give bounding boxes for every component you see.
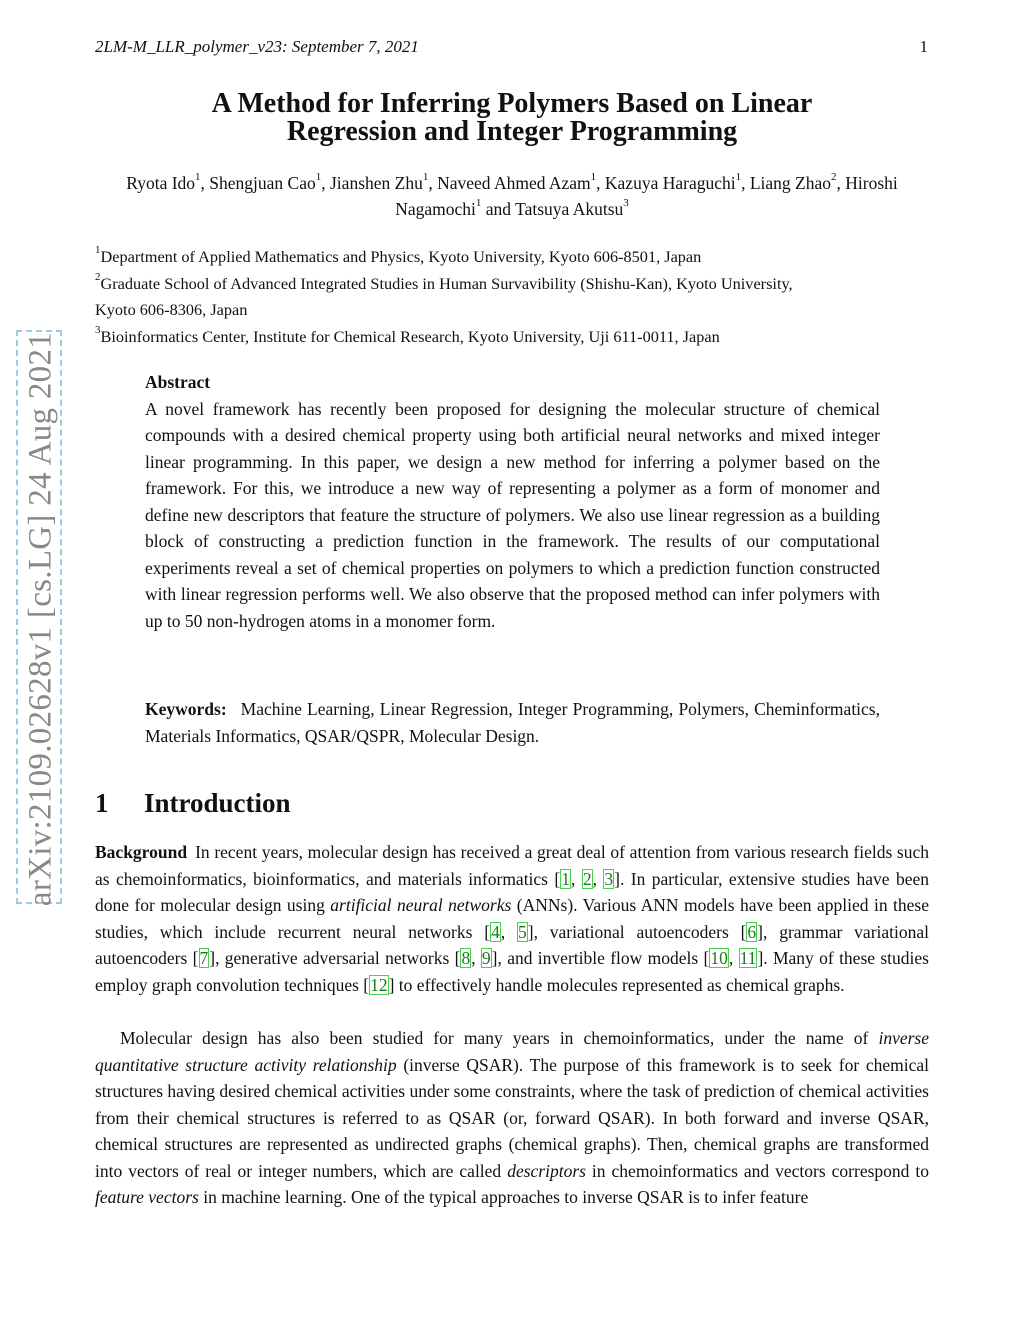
citation-link[interactable]: 10: [710, 948, 728, 968]
paragraph-text: ], grammar variational autoencoders [: [95, 921, 930, 968]
author-name: Kazuya Haraguchi: [604, 173, 736, 193]
citation-link[interactable]: 12: [370, 974, 388, 995]
citation-link[interactable]: 5: [518, 921, 527, 942]
title-line-1: A Method for Inferring Polymers Based on Linear: [211, 88, 813, 119]
affiliation-2-cont: Kyoto 606-8306, Japan: [95, 300, 248, 319]
affiliation-1: [95, 244, 929, 271]
affiliations: [95, 244, 929, 350]
affiliation-text: Department of Applied Mathematics and Physics, Kyoto University, Kyoto 606-8501, Japan: [100, 247, 702, 266]
citation-link[interactable]: 4: [491, 921, 500, 942]
paragraph-text: ] to effectively handle molecules represented as chemical graphs.: [388, 974, 845, 995]
affiliation-number: 3: [95, 323, 101, 336]
abstract: [145, 369, 880, 634]
author-affiliation-mark: 3: [623, 196, 629, 209]
author-name: Naveed Ahmed Azam: [437, 173, 591, 193]
keywords-label: Keywords:: [145, 699, 227, 719]
citation-link[interactable]: 8: [461, 948, 471, 968]
citation-link[interactable]: 3: [604, 868, 614, 889]
paragraph-text: in chemoinformatics and vectors correspond to: [585, 1160, 930, 1181]
intro-paragraph-2: [95, 1025, 929, 1211]
emphasis-text: artificial neural networks: [330, 895, 512, 915]
paragraph-text: ], generative adversarial networks [: [209, 948, 461, 968]
paper-title: [95, 90, 929, 146]
paragraph-text: ]. In particular, extensive studies have been done for molecular design using: [95, 868, 929, 915]
author-affiliation-mark: 2: [831, 170, 837, 183]
author-name: Tatsuya Akutsu: [515, 199, 624, 219]
author-name: Hiroshi Nagamochi: [395, 173, 898, 219]
paragraph-text: (inverse QSAR). The purpose of this framework is to seek for chemical structures having desired chemical activities under some constraints, where the task of prediction of chemical activities from their chemical structures is referred to as QSAR (or, forward QSAR). In both forward and inverse QSAR, chemical structures are represented as undirected graphs (chemical graphs). Then, chemical graphs are transformed into vectors of real or integer numbers, which are called: [95, 1054, 929, 1181]
section-heading: [95, 783, 291, 823]
affiliation-2: [95, 271, 929, 298]
citation-link[interactable]: 2: [582, 868, 592, 889]
author-list: Ryota Ido$^1$, Shengjuan Cao$^1$, Jianshen Zhu$^1$, Naveed Ahmed Azam$^1$, Kazuya Haraguchi$^1$, Liang Zhao$^2$, Hiroshi Nagamochi$^1$ and Tatsuya Akutsu$^3$: [126, 170, 898, 219]
citation-link[interactable]: 1: [561, 868, 571, 889]
citation-link[interactable]: 7: [199, 948, 209, 968]
citation-link[interactable]: 9: [481, 948, 491, 968]
affiliation-number: 2: [95, 270, 101, 283]
keywords: [145, 696, 880, 749]
author-name: Ryota Ido: [126, 173, 196, 193]
author-affiliation-mark: 1: [475, 196, 482, 209]
paragraph-lead: Background: [95, 842, 188, 862]
citation-link[interactable]: 11: [739, 948, 757, 968]
abstract-text: A novel framework has recently been proposed for designing the molecular structure of chemical compounds with a desired chemical property using both artificial neural networks and mixed integer linear programming. In this paper, we design a new method for inferring a polymer based on the framework. For this, we introduce a new way of representing a polymer as a form of monomer and define new descriptors that feature the structure of polymers. We also use linear regression as a building block of constructing a prediction function in the framework. The results of our computational experiments reveal a set of chemical properties on polymers to which a prediction function constructed with linear regression performs well. We also observe that the proposed method can infer polymers with up to 50 non-hydrogen atoms in a monomer form.: [145, 398, 880, 631]
arxiv-stamp[interactable]: arXiv:2109.02628v1 [cs.LG] 24 Aug 2021: [22, 331, 59, 907]
paragraph-text: ], variational autoencoders [: [527, 921, 747, 942]
paragraph-text: ], and invertible flow models [: [491, 948, 710, 968]
section-title: Introduction: [144, 788, 291, 818]
author-affiliation-mark: 1: [315, 170, 322, 183]
running-header: 2LM-M_LLR_polymer_v23: September 7, 2021: [95, 37, 419, 56]
author-affiliation-mark: 1: [735, 170, 742, 183]
affiliation-number: 1: [95, 244, 101, 257]
author-affiliation-mark: 1: [422, 170, 429, 183]
paragraph-text: In recent years, molecular design has received a great deal of attention from various research fields such as chemoinformatics, bioinformatics, and materials informatics [: [95, 842, 929, 889]
paragraph-text: (ANNs). Various ANN models have been applied in these studies, which include recurrent neural networks [: [95, 895, 929, 942]
intro-paragraph-1: Background In recent years, molecular design has received a great deal of attention from various research fields such as chemoinformatics, bioinformatics, and materials informatics [1, 2, 3]. In particular, extensive studies have been done for molecular design using artificial neural networks (ANNs). Various ANN models have been applied in these studies, which include recurrent neural networks [4, 5], variational autoencoders [6], grammar variational autoencoders [7], generative adversarial networks [8, 9], and invertible flow models [10, 11]. Many of these studies employ graph convolution techniques [12] to effectively handle molecules represented as chemical graphs.: [95, 842, 930, 995]
author-name: Jianshen Zhu: [330, 173, 423, 193]
section-number: 1: [95, 788, 109, 818]
title-line-2: Regression and Integer Programming: [286, 116, 738, 147]
author-name: Liang Zhao: [749, 173, 832, 193]
author-affiliation-mark: 1: [195, 170, 201, 183]
keywords-text: Machine Learning, Linear Regression, Integer Programming, Polymers, Cheminformatics, Materials Informatics, QSAR/QSPR, Molecular Design.: [145, 699, 880, 746]
citation-link[interactable]: 6: [747, 921, 757, 942]
page-number: 1: [919, 37, 928, 56]
arxiv-stamp-box[interactable]: [16, 330, 62, 907]
affiliation-text: Bioinformatics Center, Institute for Chemical Research, Kyoto University, Uji 611-0011, Japan: [100, 326, 720, 346]
affiliation-3: [95, 324, 929, 351]
emphasis-text: inverse quantitative structure activity relationship: [95, 1028, 929, 1075]
abstract-heading: Abstract: [145, 372, 211, 392]
author-name: Shengjuan Cao: [209, 173, 316, 193]
emphasis-text: descriptors: [507, 1160, 586, 1181]
paragraph-text: Molecular design has also been studied for many years in chemoinformatics, under the name of: [120, 1028, 879, 1048]
paragraph-text: ]. Many of these studies employ graph convolution techniques [: [95, 948, 929, 995]
author-affiliation-mark: 1: [590, 170, 597, 183]
emphasis-text: feature vectors: [95, 1187, 199, 1207]
paragraph-text: in machine learning. One of the typical approaches to inverse QSAR is to infer feature: [198, 1187, 809, 1207]
affiliation-text: Graduate School of Advanced Integrated Studies in Human Survavibility (Shishu-Kan), Kyoto University,: [100, 273, 793, 293]
